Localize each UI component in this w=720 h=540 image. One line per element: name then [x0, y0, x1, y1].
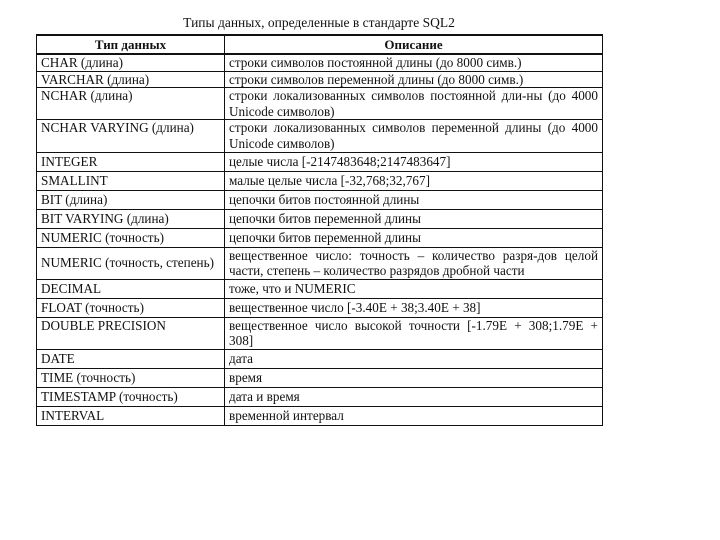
cell-type: BIT VARYING (длина)	[37, 209, 225, 228]
cell-type: NUMERIC (точность)	[37, 228, 225, 247]
cell-type: DATE	[37, 349, 225, 368]
cell-type: INTERVAL	[37, 406, 225, 425]
table-row	[37, 209, 603, 228]
cell-type: TIME (точность)	[37, 368, 225, 387]
cell-description: строки локализованных символов постоянной дли-ны (до 4000 Unicode символов)	[225, 88, 603, 120]
cell-type: FLOAT (точность)	[37, 298, 225, 317]
table-row	[37, 152, 603, 171]
header-type: Тип данных	[37, 35, 225, 54]
cell-type: SMALLINT	[37, 171, 225, 190]
table-row	[37, 317, 603, 349]
cell-type: VARCHAR (длина)	[37, 71, 225, 88]
table-header-row	[37, 35, 603, 54]
cell-type: BIT (длина)	[37, 190, 225, 209]
cell-type: NCHAR (длина)	[37, 88, 225, 120]
table-row	[37, 190, 603, 209]
cell-description: строки символов переменной длины (до 8000 симв.)	[225, 71, 603, 88]
cell-description: строки локализованных символов переменной длины (до 4000 Unicode символов)	[225, 120, 603, 152]
table-row	[37, 71, 603, 88]
header-description: Описание	[225, 35, 603, 54]
cell-description: цепочки битов переменной длины	[225, 209, 603, 228]
cell-type: DOUBLE PRECISION	[37, 317, 225, 349]
table-row	[37, 247, 603, 279]
cell-description: целые числа [-2147483648;2147483647]	[225, 152, 603, 171]
cell-type: CHAR (длина)	[37, 54, 225, 71]
table-row	[37, 171, 603, 190]
cell-description: строки символов постоянной длины (до 8000 симв.)	[225, 54, 603, 71]
cell-type: DECIMAL	[37, 279, 225, 298]
cell-type: NUMERIC (точность, степень)	[37, 247, 225, 279]
cell-description: временной интервал	[225, 406, 603, 425]
cell-type: NCHAR VARYING (длина)	[37, 120, 225, 152]
cell-type: TIMESTAMP (точность)	[37, 387, 225, 406]
cell-description: вещественное число [-3.40E + 38;3.40E + 38]	[225, 298, 603, 317]
table-row	[37, 120, 603, 152]
cell-description: цепочки битов постоянной длины	[225, 190, 603, 209]
table-row	[37, 368, 603, 387]
table-row	[37, 228, 603, 247]
table-row	[37, 279, 603, 298]
table-row	[37, 349, 603, 368]
table-caption: Типы данных, определенные в стандарте SQL2	[183, 15, 455, 30]
table-row	[37, 298, 603, 317]
cell-description: дата и время	[225, 387, 603, 406]
cell-description: время	[225, 368, 603, 387]
cell-type: INTEGER	[37, 152, 225, 171]
cell-description: цепочки битов переменной длины	[225, 228, 603, 247]
table-row	[37, 54, 603, 71]
table-row	[37, 88, 603, 120]
table-row	[37, 406, 603, 425]
cell-description: вещественное число высокой точности [-1.79E + 308;1.79E + 308]	[225, 317, 603, 349]
cell-description: малые целые числа [-32,768;32,767]	[225, 171, 603, 190]
cell-description: вещественное число: точность – количество разря-дов целой части, степень – количество разрядов дробной части	[225, 247, 603, 279]
cell-description: тоже, что и NUMERIC	[225, 279, 603, 298]
table-row	[37, 387, 603, 406]
data-types-table	[36, 34, 603, 426]
cell-description: дата	[225, 349, 603, 368]
